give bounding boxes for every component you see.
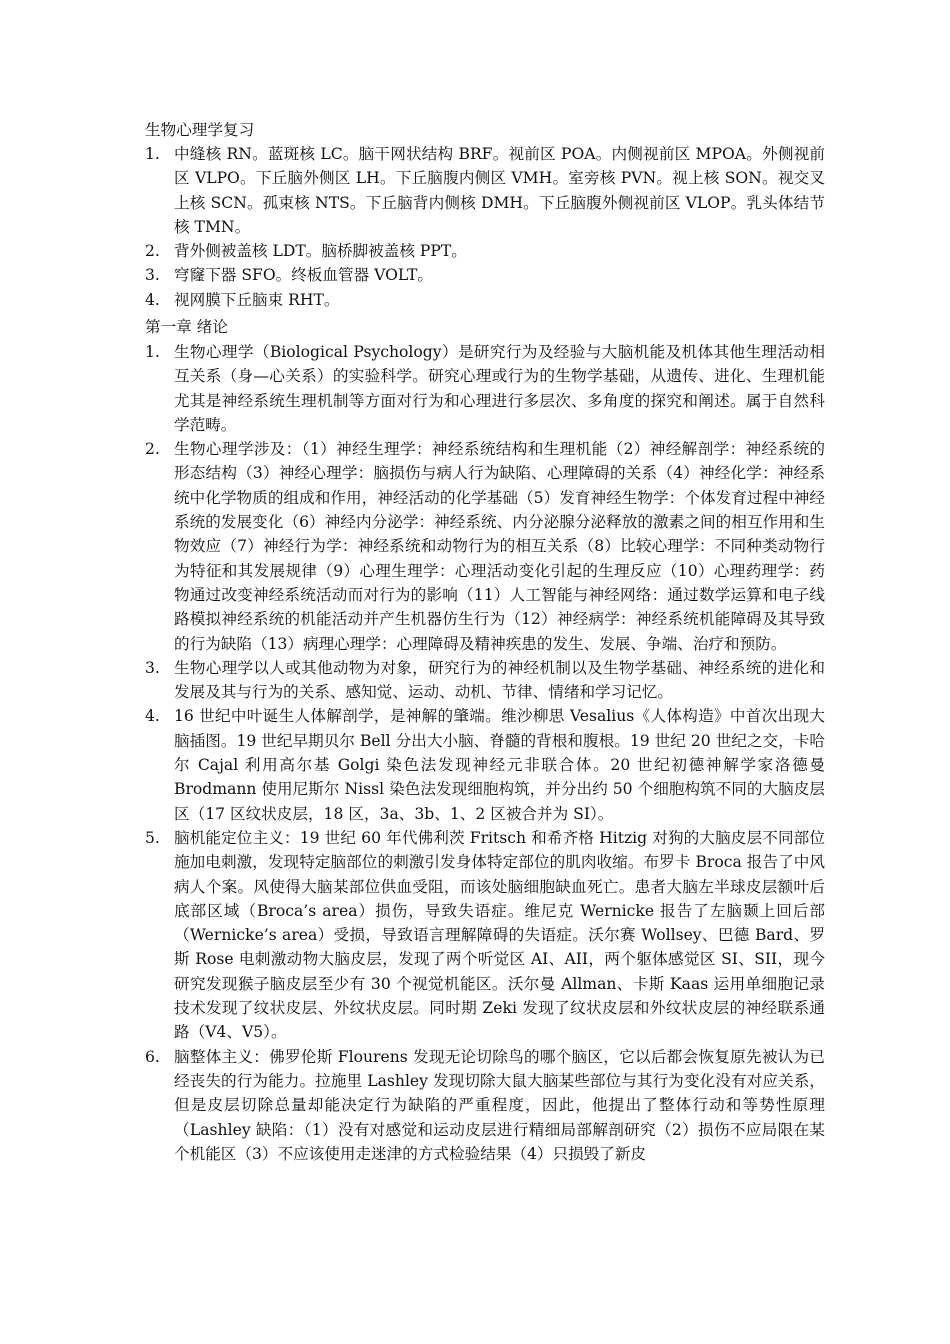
item-text: 生物心理学以人或其他动物为对象，研究行为的神经机制以及生物学基础、神经系统的进化和发展及其与行为的关系、感知觉、运动、动机、节律、情绪和学习记忆。 [174,658,825,702]
item-text: 背外侧被盖核 LDT。脑桥脚被盖核 PPT。 [174,242,467,261]
abbreviation-list [145,142,825,312]
list-item [145,1045,825,1166]
item-number: 3. [145,658,160,677]
item-text: 16 世纪中叶诞生人体解剖学，是神解的肇端。维沙柳思 Vesalius《人体构造》中首次出现大脑插图。19 世纪早期贝尔 Bell 分出大小脑、脊髓的背根和腹根。19 世纪 20 世纪之交，卡哈尔 Cajal 利用高尔基 Golgi 染色法发现神经元非联合体。20 世纪初德神解学家洛德曼 Brodmann 使用尼斯尔 Nissl 染色法发现细胞构筑，并分出约 50 个细胞构筑不同的大脑皮层区（17 区纹状皮层，18 区，3a、3b、1、2 区被合并为 SI）。 [174,707,825,823]
list-item [145,656,825,705]
list-item [145,704,825,825]
item-text: 视网膜下丘脑束 RHT。 [174,290,340,309]
item-text: 中缝核 RN。蓝斑核 LC。脑干网状结构 BRF。视前区 POA。内侧视前区 MPOA。外侧视前区 VLPO。下丘脑外侧区 LH。下丘脑腹内侧区 VMH。室旁核 PVN。视上核 SON。视交叉上核 SCN。孤束核 NTS。下丘脑背内侧核 DMH。下丘脑腹外侧视前区 VLOP。乳头体结节核 TMN。 [174,145,825,236]
chapter-list [145,340,825,1166]
item-number: 5. [145,828,160,847]
item-text: 脑机能定位主义：19 世纪 60 年代佛利茨 Fritsch 和希齐格 Hitzig 对狗的大脑皮层不同部位施加电刺激，发现特定脑部位的刺激引发身体特定部位的肌肉收缩。布罗卡 Broca 报告了中风病人个案。风使得大脑某部位供血受阻，而该处脑细胞缺血死亡。患者大脑左半球皮层额叶后底部区域（Broca’s area）损伤，导致失语症。维尼克 Wernicke 报告了左脑颞上回后部（Wernicke’s area）受损，导致语言理解障碍的失语症。沃尔赛 Wollsey、巴德 Bard、罗斯 Rose 电刺激动物大脑皮层，发现了两个听觉区 AI、AII，两个躯体感觉区 SI、SII，现今研究发现猴子脑皮层至少有 30 个视觉机能区。沃尔曼 Allman、卡斯 Kaas 运用单细胞记录技术发现了纹状皮层、外纹状皮层。同时期 Zeki 发现了纹状皮层和外纹状皮层的神经联系通路（V4、V5）。 [174,828,825,1042]
item-text: 穹窿下器 SFO。终板血管器 VOLT。 [174,266,433,285]
chapter-title: 第一章 绪论 [145,318,228,336]
item-number: 1. [145,145,160,163]
item-number: 4. [145,290,160,309]
item-number: 2. [145,242,160,261]
document-title: 生物心理学复习 [145,121,255,139]
list-item [145,288,825,312]
item-number: 2. [145,440,160,459]
list-item [145,826,825,1045]
item-number: 6. [145,1047,160,1066]
list-item [145,340,825,437]
item-number: 3. [145,266,160,285]
item-text: 生物心理学涉及：（1）神经生理学：神经系统结构和生理机能（2）神经解剖学：神经系统的形态结构（3）神经心理学：脑损伤与病人行为缺陷、心理障碍的关系（4）神经化学：神经系统中化学物质的组成和作用，神经活动的化学基础（5）发育神经生物学：个体发育过程中神经系统的发展变化（6）神经内分泌学：神经系统、内分泌腺分泌释放的激素之间的相互作用和生物效应（7）神经行为学：神经系统和动物行为的相互关系（8）比较心理学：不同种类动物行为特征和其发展规律（9）心理生理学：心理活动变化引起的生理反应（10）心理药理学：药物通过改变神经系统活动而对行为的影响（11）人工智能与神经网络：通过数学运算和电子线路模拟神经系统的机能活动并产生机器仿生行为（12）神经病学：神经系统机能障碍及其导致的行为缺陷（13）病理心理学：心理障碍及精神疾患的发生、发展、争端、治疗和预防。 [174,440,825,653]
list-item [145,142,825,239]
list-item [145,263,825,287]
list-item [145,437,825,656]
item-text: 生物心理学（Biological Psychology）是研究行为及经验与大脑机能及机体其他生理活动相互关系（身—心关系）的实验科学。研究心理或行为的生物学基础，从遗传、进化、生理机能尤其是神经系统生理机制等方面对行为和心理进行多层次、多角度的探究和阐述。属于自然科学范畴。 [174,343,825,434]
item-number: 1. [145,343,160,361]
item-number: 4. [145,707,160,726]
list-item [145,239,825,263]
item-text: 脑整体主义：佛罗伦斯 Flourens 发现无论切除鸟的哪个脑区，它以后都会恢复原先被认为已经丧失的行为能力。拉施里 Lashley 发现切除大鼠大脑某些部位与其行为变化没有对应关系，但是皮层切除总量却能决定行为缺陷的严重程度，因此，他提出了整体行动和等势性原理（Lashley 缺陷：（1）没有对感觉和运动皮层进行精细局部解剖研究（2）损伤不应局限在某个机能区（3）不应该使用走迷津的方式检验结果（4）只损毁了新皮 [174,1047,825,1163]
